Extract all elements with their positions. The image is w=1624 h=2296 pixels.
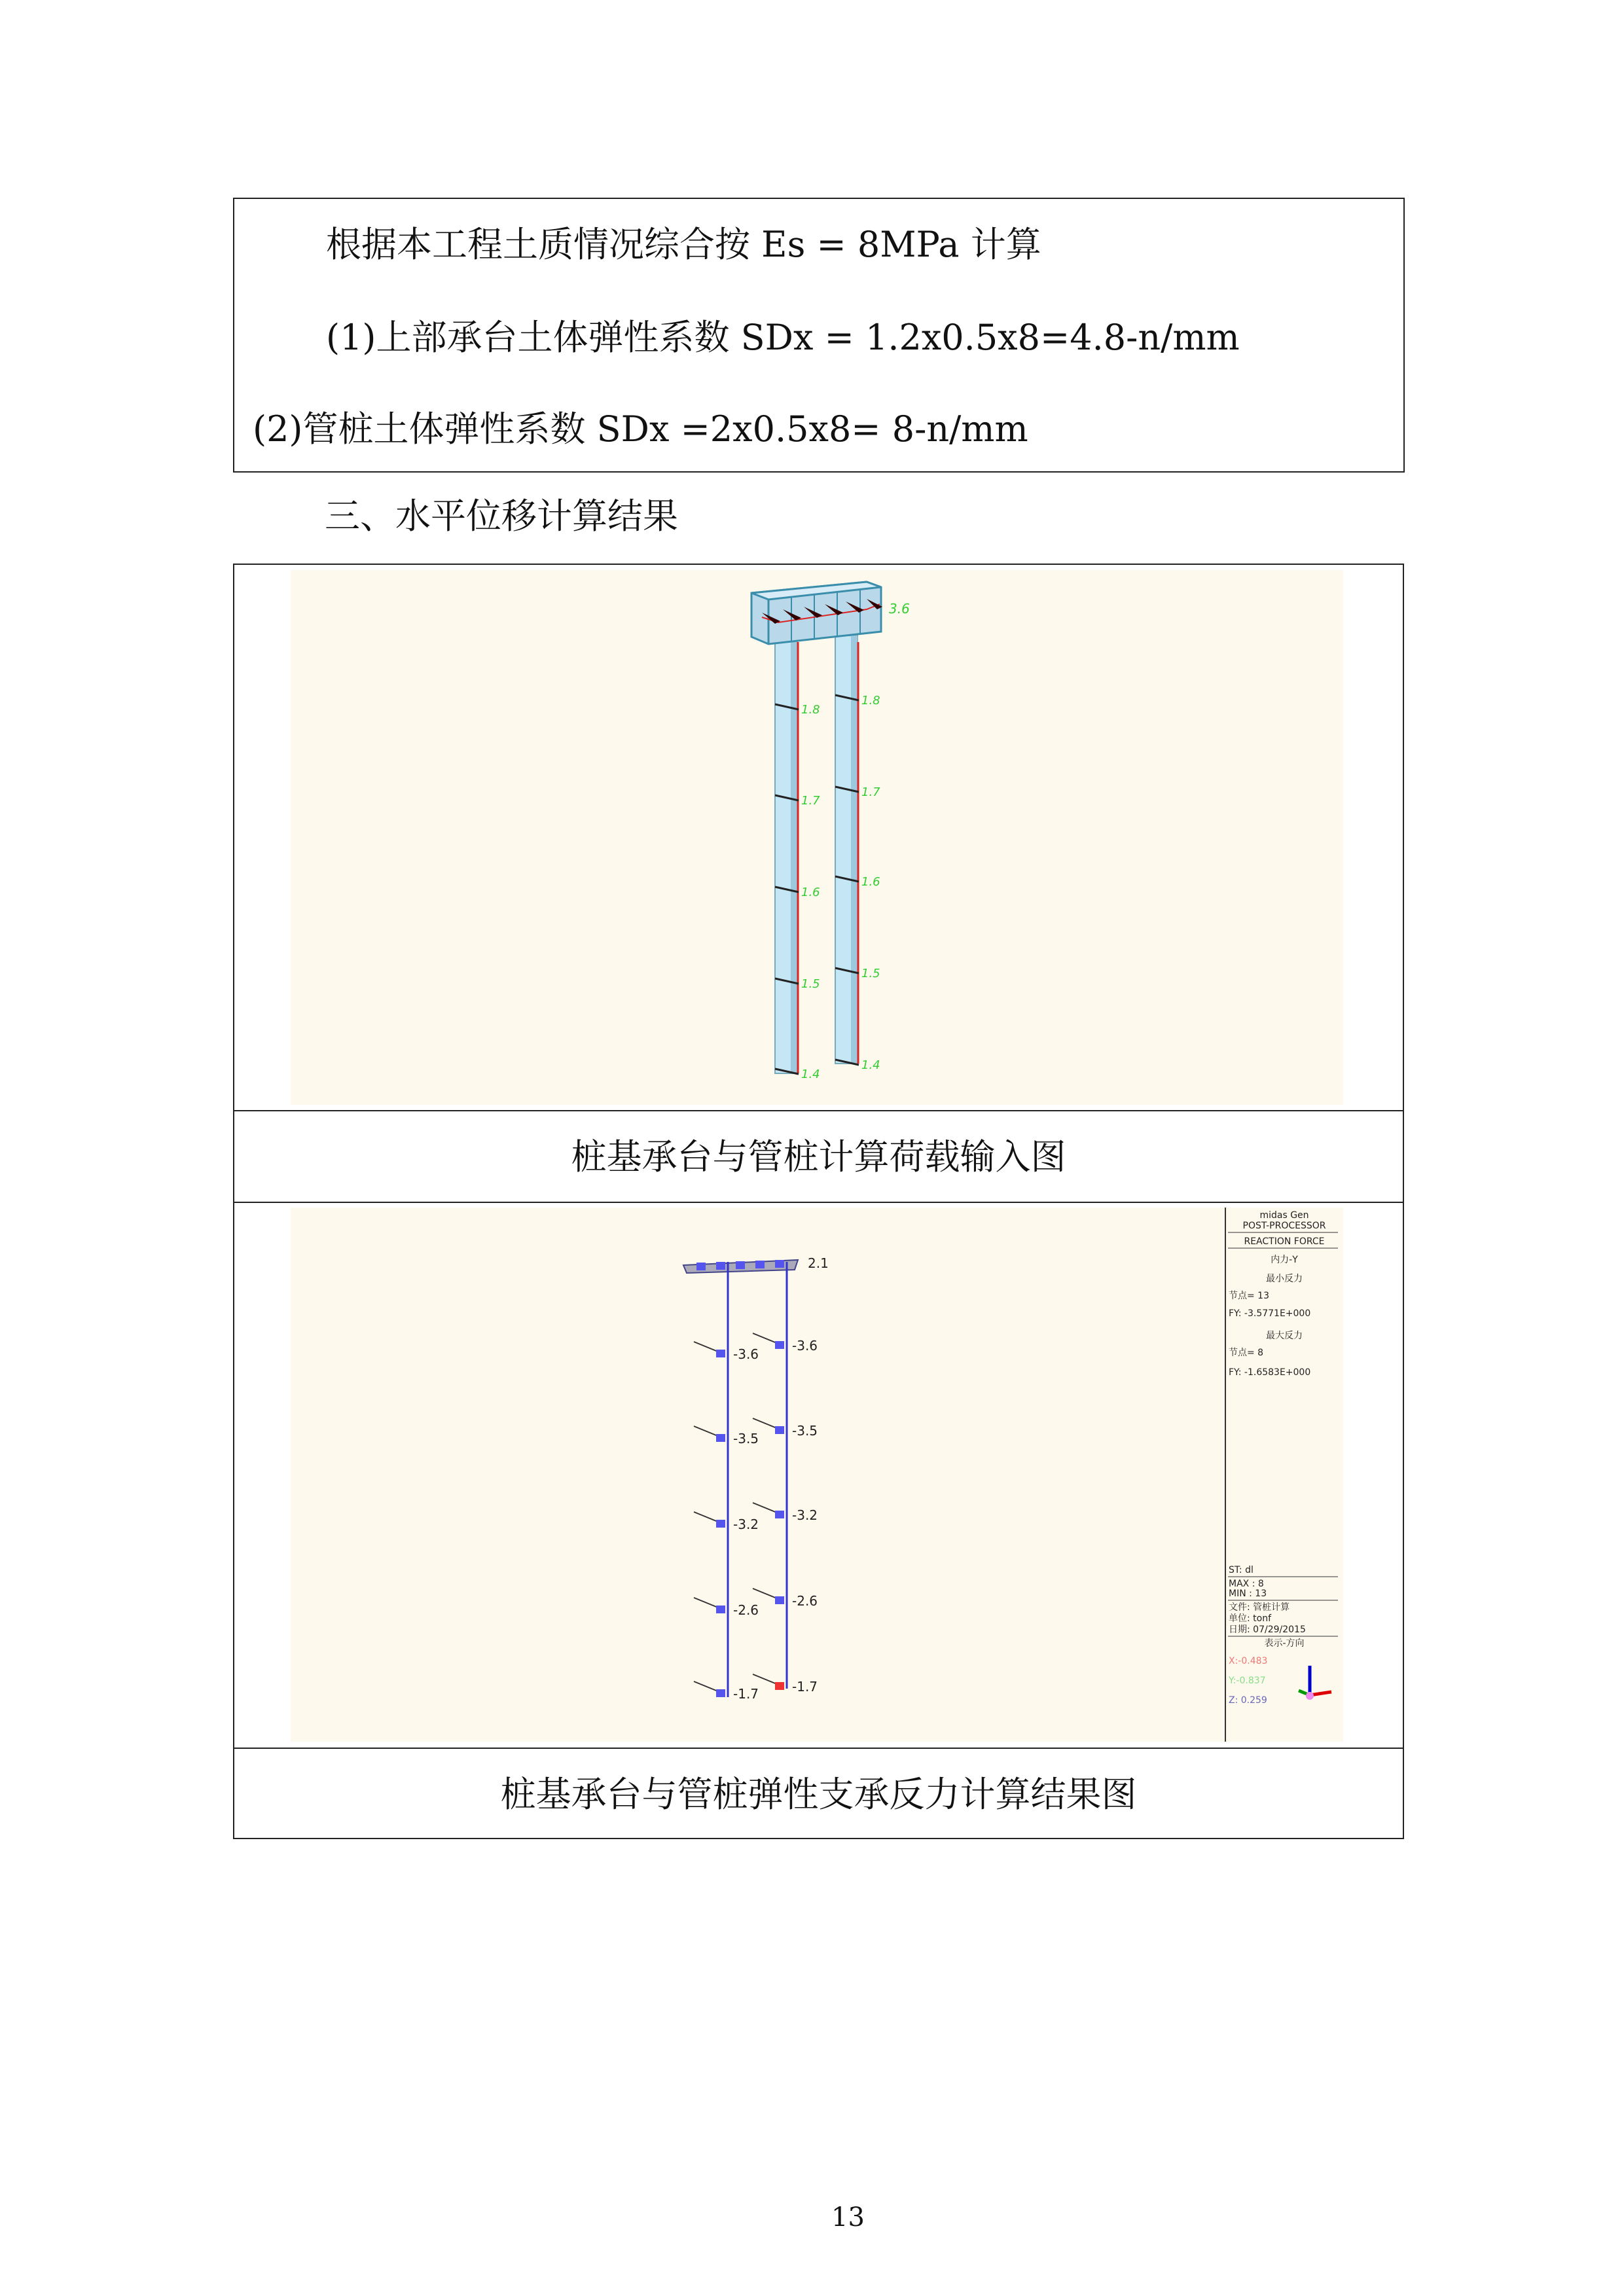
right-pile-load-label: 1.5 bbox=[861, 967, 880, 980]
support-node bbox=[775, 1511, 784, 1518]
legend-file: 文件: 管桩计算 bbox=[1229, 1602, 1290, 1613]
right-reaction-label: -3.5 bbox=[792, 1423, 818, 1439]
legend-max-title: 最大反力 bbox=[1266, 1331, 1303, 1341]
right-pile-load-label: 1.4 bbox=[861, 1058, 880, 1072]
left-pile-load-label: 1.5 bbox=[801, 977, 820, 991]
left-reaction-label: -3.6 bbox=[733, 1346, 759, 1362]
support-node bbox=[716, 1350, 725, 1357]
param-line-3: (2)管桩土体弹性系数 SDx =2x0.5x8= 8-n/mm bbox=[253, 408, 1028, 450]
support-node bbox=[716, 1434, 725, 1442]
page-number: 13 bbox=[831, 2202, 865, 2233]
legend-vz: Z: 0.259 bbox=[1229, 1695, 1267, 1706]
parameters-box bbox=[233, 198, 1405, 473]
support-node bbox=[716, 1520, 725, 1528]
support-node bbox=[775, 1426, 784, 1434]
support-node bbox=[716, 1605, 725, 1613]
figure2-reaction-results bbox=[291, 1208, 1343, 1742]
right-pile-load-label: 1.6 bbox=[861, 875, 880, 889]
legend-type: REACTION FORCE bbox=[1244, 1236, 1325, 1247]
cap-reaction-label: 2.1 bbox=[808, 1255, 829, 1271]
right-reaction-label: -1.7 bbox=[792, 1679, 818, 1695]
param-line-1: 根据本工程土质情况综合按 Es = 8MPa 计算 bbox=[326, 224, 1041, 265]
legend-date: 日期: 07/29/2015 bbox=[1229, 1624, 1306, 1635]
right-reaction-label: -3.2 bbox=[792, 1507, 818, 1523]
right-reaction-label: -3.6 bbox=[792, 1338, 818, 1354]
divider bbox=[234, 1202, 1403, 1203]
legend-app: midas Gen bbox=[1259, 1210, 1309, 1221]
left-reaction-label: -3.5 bbox=[733, 1431, 759, 1446]
figure1-caption: 桩基承台与管桩计算荷载输入图 bbox=[571, 1136, 1066, 1177]
legend-view-dir: 表示-方向 bbox=[1264, 1638, 1305, 1649]
legend-max-node: 节点= 8 bbox=[1229, 1348, 1264, 1358]
left-pile-load-label: 1.7 bbox=[801, 794, 820, 808]
legend-min-title: 最小反力 bbox=[1266, 1274, 1303, 1284]
support-node bbox=[775, 1341, 784, 1349]
legend-vx: X:-0.483 bbox=[1229, 1656, 1268, 1666]
cap-load-label: 3.6 bbox=[889, 601, 910, 617]
divider bbox=[234, 1748, 1403, 1749]
figures-table bbox=[233, 564, 1404, 1839]
right-pile-load-label: 1.8 bbox=[861, 694, 880, 708]
right-pile-load-label: 1.7 bbox=[861, 785, 880, 799]
support-node bbox=[716, 1689, 725, 1697]
left-pile-load-label: 1.6 bbox=[801, 886, 820, 899]
figure1-load-model bbox=[291, 570, 1343, 1105]
divider bbox=[234, 1110, 1403, 1111]
legend-max-value: FY: -1.6583E+000 bbox=[1229, 1367, 1311, 1378]
legend-min-node: 节点= 13 bbox=[1229, 1291, 1269, 1301]
legend-min: MIN : 13 bbox=[1229, 1588, 1267, 1599]
support-node bbox=[775, 1596, 784, 1604]
left-reaction-label: -2.6 bbox=[733, 1602, 759, 1618]
legend-max: MAX : 8 bbox=[1229, 1579, 1264, 1589]
left-pile-load-label: 1.4 bbox=[801, 1067, 820, 1081]
left-pile-shade bbox=[791, 636, 797, 1073]
legend-unit: 单位: tonf bbox=[1229, 1613, 1272, 1624]
legend-st: ST: dl bbox=[1229, 1565, 1254, 1575]
legend-component: 内力-Y bbox=[1271, 1255, 1298, 1265]
left-pile-load-label: 1.8 bbox=[801, 703, 820, 717]
support-node bbox=[775, 1682, 784, 1690]
legend-mode: POST-PROCESSOR bbox=[1242, 1221, 1326, 1231]
figure2-caption: 桩基承台与管桩弹性支承反力计算结果图 bbox=[500, 1774, 1137, 1815]
right-reaction-label: -2.6 bbox=[792, 1593, 818, 1609]
legend-min-value: FY: -3.5771E+000 bbox=[1229, 1308, 1311, 1319]
param-line-2: (1)上部承台土体弹性系数 SDx = 1.2x0.5x8=4.8-n/mm bbox=[326, 317, 1240, 358]
left-reaction-label: -3.2 bbox=[733, 1516, 759, 1532]
section-heading: 三、水平位移计算结果 bbox=[325, 495, 678, 537]
left-reaction-label: -1.7 bbox=[733, 1686, 759, 1702]
legend-vy: Y:-0.837 bbox=[1229, 1676, 1266, 1686]
